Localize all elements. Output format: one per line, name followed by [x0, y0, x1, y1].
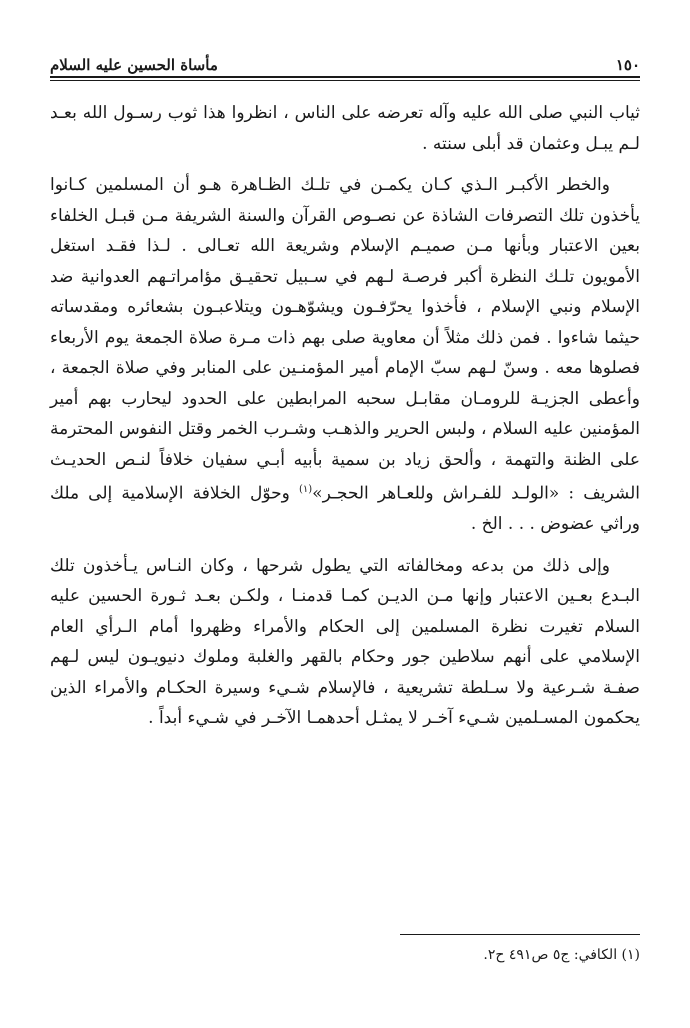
- running-title: مأساة الحسين عليه السلام: [50, 56, 218, 74]
- paragraph-2: [50, 170, 640, 540]
- page-number: ١٥٠: [615, 56, 640, 74]
- page-header: [50, 34, 640, 74]
- footnote: (١) الكافي: ج٥ ص٤٩١ ح٢.: [483, 947, 640, 963]
- header-rule: [50, 76, 640, 78]
- paragraph-2-tail: وحوّل الخلافة الإسلامية إلى ملك وراثي عضوض . . . الخ .: [50, 483, 640, 535]
- footnote-rule: [400, 934, 640, 935]
- main-text: [50, 98, 640, 745]
- paragraph-1: ثياب النبي صلى الله عليه وآله تعرضه على الناس ، انظروا هذا ثوب رسـول الله بعـد لـم يبـل وعثمان قد أبلى سنته .: [50, 103, 640, 154]
- footnote-reference[interactable]: (١): [298, 484, 313, 495]
- header-rule-thin: [50, 80, 640, 81]
- paragraph-3: وإلى ذلك من بدعه ومخالفاته التي يطول شرحها ، وكان النـاس يـأخذون تلك البـدع بعـين الاعتبار وإنها مـن الديـن كمـا قدمنـا ، ولكـن بعـد ثـورة الحسين عليه السلام تغيرت نظرة المسلمين إلى الحكام والأمراء وظهروا أمام الـرأي العام الإسلامي على أنهم سلاطين جور وحكام بالقهر والغلبة وملوك دنيويـون ليس لـهم صفـة شـرعية ولا سـلطة تشريعية ، فالإسلام شـيء وسيرة الحكـام والأمراء الذين يحكمون المسـلمين شـيء آخـر لا يمثـل أحدهمـا الآخـر في شـيء أبداً .: [50, 555, 640, 729]
- paragraph-2-text: والخطر الأكبـر الـذي كـان يكمـن في تلـك الظـاهرة هـو أن المسلمين كـانوا يأخذون تلك التصرفات الشاذة عن نصـوص القرآن والسنة الشريفة مـن قبـل الخلفاء بعين الاعتبار وبأنها مـن صميـم الإسلام وشريعة الله تعـالى . لـذا فقـد استغل الأمويون تلـك النظرة أكبر فرصـة لـهم في سـبيل تحقيـق مؤامراتـهم العدوانية ضد الإسلام ونبي الإسلام ، فأخذوا يحرّفـون ويشوّهـون ويتلاعبـون بشعائره ومقدساته حيثما شاءوا . فمن ذلك مثلاً أن معاوية صلى بهم ذات مـرة صلاة الجمعة يوم الأربعاء فصلوها معه . وسنّ لـهم سبّ الإمام أمير المؤمنـين على المنابر وفي صلاة الجمعة ، وأعطى الجزيـة للرومـان مقابـل سحبه المرابطين على الحدود ليحارب بهم أمير المؤمنين عليه السلام ، ولبس الحرير والذهـب وشـرب الخمر وقتل النفوس المحترمة على الظنة والتهمة ، وألحق زياد بن سمية بأبيه أبـي سفيان خلافاً لنـص الحديـث الشريف : «الولـد للفـراش وللعـاهر الحجـر»: [50, 175, 640, 504]
